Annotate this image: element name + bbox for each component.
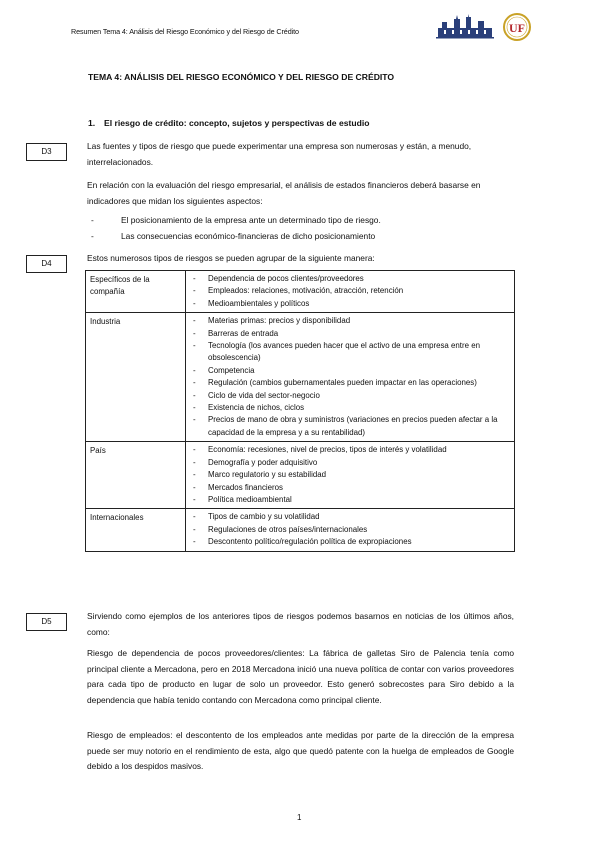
paragraph-risk-sources: Las fuentes y tipos de riesgo que puede experimentar una empresa son numerosas y están, a menudo, interrelacionados. <box>87 141 472 167</box>
table-item: - Competencia <box>190 365 511 377</box>
table-item: - Regulaciones de otros países/internacionales <box>190 524 511 536</box>
table-items <box>186 442 515 509</box>
table-item: - Empleados: relaciones, motivación, atracción, retención <box>190 285 511 297</box>
faculty-logo <box>502 12 532 42</box>
paragraph-evaluation: En relación con la evaluación del riesgo empresarial, el análisis de estados financieros deberá basarse en indicadores que midan los siguientes aspectos: <box>87 180 481 206</box>
table-item: - Descontento político/regulación política de expropiaciones <box>190 536 511 548</box>
table-row <box>86 509 515 551</box>
table-category: Específicos de la compañía <box>86 271 186 313</box>
table-category: Internacionales <box>86 509 186 551</box>
table-row <box>86 271 515 313</box>
table-items <box>186 313 515 442</box>
table-item: - Política medioambiental <box>190 494 511 506</box>
table-item: - Dependencia de pocos clientes/proveedores <box>190 273 511 285</box>
list-item: - El posicionamiento de la empresa ante un determinado tipo de riesgo. <box>88 213 381 229</box>
table-item: - Mercados financieros <box>190 482 511 494</box>
table-item: - Economía: recesiones, nivel de precios, tipos de interés y volatilidad <box>190 444 511 456</box>
table-items <box>186 509 515 551</box>
risk-types-table <box>85 270 515 552</box>
page-number: 1 <box>297 813 302 822</box>
paragraph-example-siro: Riesgo de dependencia de pocos proveedores/clientes: La fábrica de galletas Siro de Palencia tenía como principal cliente a Mercadona, pero en 2018 Mercadona inició una nueva política de contar con varios proveedores para cada tipo de producto en lugar de solo un proveedor. Esto generó sobrecostes para Siro debido a la dependencia que había tenido contando con Mercadona como principal cliente. <box>87 648 514 705</box>
table-item: - Medioambientales y políticos <box>190 298 511 310</box>
paragraph-grouping: Estos numerosos tipos de riesgos se pueden agrupar de la siguiente manera: <box>87 253 375 263</box>
table-item: - Ciclo de vida del sector-negocio <box>190 390 511 402</box>
side-label-d3: D3 <box>26 143 67 161</box>
table-category: País <box>86 442 186 509</box>
table-item: - Precios de mano de obra y suministros (variaciones en precios pueden afectar a la capacidad de la empresa y a su rentabilidad) <box>190 414 511 439</box>
table-item: - Tecnología (los avances pueden hacer que el activo de una empresa entre en obsolescencia) <box>190 340 511 365</box>
university-logo <box>434 14 496 40</box>
table-item: - Tipos de cambio y su volatilidad <box>190 511 511 523</box>
paragraph-example-google: Riesgo de empleados: el descontento de los empleados ante medidas por parte de la dirección de la empresa puede ser muy notorio en el rendimiento de esta, algo que quedó patente con la huelga de empleados de Google debido a los despidos masivos. <box>87 730 514 771</box>
table-item: - Materias primas: precios y disponibilidad <box>190 315 511 327</box>
faculty-logo-text: UF <box>509 21 525 35</box>
side-label-d5: D5 <box>26 613 67 631</box>
table-items <box>186 271 515 313</box>
running-header: Resumen Tema 4: Análisis del Riesgo Económico y del Riesgo de Crédito <box>71 27 299 36</box>
table-item: - Demografía y poder adquisitivo <box>190 457 511 469</box>
table-item: - Marco regulatorio y su estabilidad <box>190 469 511 481</box>
side-label-d4: D4 <box>26 255 67 273</box>
table-item: - Regulación (cambios gubernamentales pueden impactar en las operaciones) <box>190 377 511 389</box>
table-item: - Existencia de nichos, ciclos <box>190 402 511 414</box>
aspects-list <box>88 213 381 244</box>
document-title: TEMA 4: ANÁLISIS DEL RIESGO ECONÓMICO Y DEL RIESGO DE CRÉDITO <box>88 72 395 82</box>
table-category: Industria <box>86 313 186 442</box>
list-item: - Las consecuencias económico-financieras de dicho posicionamiento <box>88 229 381 245</box>
table-item: - Barreras de entrada <box>190 328 511 340</box>
section-heading <box>88 118 370 128</box>
paragraph-examples-intro: Sirviendo como ejemplos de los anteriores tipos de riesgos podemos basarnos en noticias de los últimos años, como: <box>87 611 514 637</box>
table-row <box>86 313 515 442</box>
section-number: 1. <box>88 118 96 128</box>
table-row <box>86 442 515 509</box>
section-title: El riesgo de crédito: concepto, sujetos y perspectivas de estudio <box>104 118 370 128</box>
